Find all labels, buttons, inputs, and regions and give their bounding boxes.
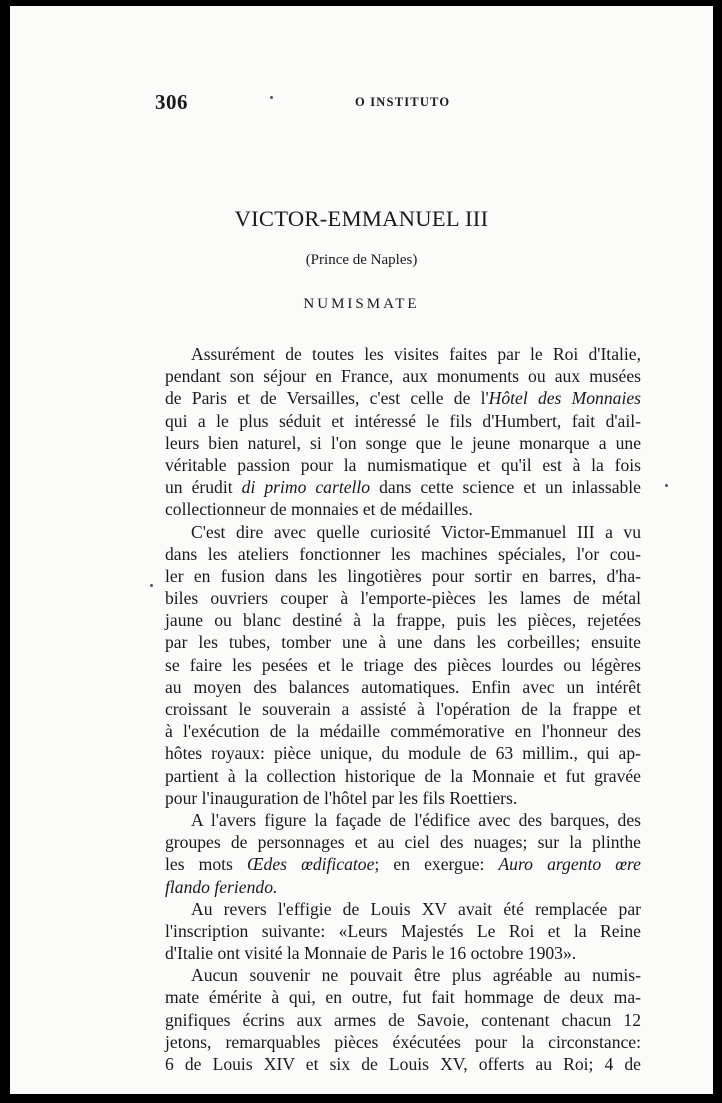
text-line: C'est dire avec quelle curiosité Victor-Emmanuel III a vu [191,521,641,542]
text-fragment: les mots [165,854,247,875]
article-title: VICTOR-EMMANUEL III [234,206,489,231]
text-line: mate émérite à qui, en outre, fut fait hommage de deux ma- [165,987,641,1008]
book-page [10,6,713,1094]
text-line: Aucun souvenir ne pouvait être plus agréable au numis- [191,965,641,986]
text-line: au moyen des balances automatiques. Enfin avec un intérêt [165,676,641,697]
text-line: véritable passion pour la numismatique et qu'il est à la fois [165,454,641,475]
text-line: ler en fusion dans les lingotières pour sortir en barres, d'ha- [165,565,641,586]
italic-fragment: Œdes œdificatoe [246,854,375,875]
page-number: 306 [155,90,188,114]
text-line: jaune ou blanc destiné à la frappe, puis les pièces, rejetées [165,610,641,631]
page-header [155,90,575,114]
text-line [165,853,641,875]
text-line: d'Italie ont visité la Monnaie de Paris le 16 octobre 1903». [165,943,577,964]
text-line: gnifiques écrins aux armes de Savoie, contenant chacun 12 [165,1009,641,1030]
text-line: Assurément de toutes les visites faites par le Roi d'Italie, [191,344,641,364]
text-line: se faire les pesées et le triage des pièces lourdes ou légères [165,654,641,675]
section-heading: NUMISMATE [303,296,420,312]
running-title: O INSTITUTO [355,95,451,109]
italic-fragment: Auro argento œre [498,854,641,875]
text-fragment: ; en exergue: [374,854,499,875]
text-line: l'inscription suivante: «Leurs Majestés Le Roi et la Reine [165,920,641,941]
text-fragment: de Paris et de Versailles, c'est celle de l' [165,388,489,409]
article-body [165,343,641,1075]
text-line [165,476,641,498]
bleed-through-smudge [160,156,420,206]
text-line: jetons, remarquables pièces éxécutées pour la circonstance: [165,1031,641,1052]
text-line: biles ouvriers couper à l'emporte-pièces les lames de métal [165,588,641,609]
speck-mark [150,584,153,587]
text-line: leurs bien naturel, si l'on songe que le jeune monarque a une [165,432,641,453]
text-line: par les tubes, tomber une à une dans les corbeilles; ensuite [165,632,641,653]
speck-mark [665,484,668,487]
text-line: Au revers l'effigie de Louis XV avait été remplacée par [191,898,641,919]
italic-fragment: flando feriendo. [165,876,278,897]
text-line: qui a le plus séduit et intéressé le fils d'Humbert, fait d'ail- [165,410,641,431]
italic-fragment: Hôtel des Monnaies [488,388,641,409]
text-line: groupes de personnages et au ciel des nuages; sur la plinthe [165,832,641,853]
speck-mark [270,96,273,99]
text-fragment: dans cette science et un inlassable [370,477,641,498]
text-line: pendant son séjour en France, aux monuments ou aux musées [165,366,641,387]
text-line [165,387,641,409]
text-line: dans les ateliers fonctionner les machines spéciales, l'or cou- [165,543,641,564]
text-line: A l'avers figure la façade de l'édifice avec des barques, des [191,809,641,830]
text-line: partient à la collection historique de la Monnaie et fut gravée [165,765,641,786]
text-line: 6 de Louis XIV et six de Louis XV, offerts au Roi; 4 de [165,1054,641,1074]
text-line: pour l'inauguration de l'hôtel par les fils Roettiers. [165,787,518,808]
text-line: croissant le souverain a assisté à l'opération de la frappe et [165,699,641,719]
italic-fragment: di primo cartello [241,477,371,498]
text-line: hôtes royaux: pièce unique, du module de 63 millim., qui ap- [165,743,641,764]
text-line: à l'exécution de la médaille commémorative en l'honneur des [165,721,641,742]
text-line [165,876,641,898]
text-fragment: un érudit [165,477,242,498]
article-subtitle: (Prince de Naples) [305,252,418,268]
text-line: collectionneur de monnaies et de médailles. [165,499,473,520]
